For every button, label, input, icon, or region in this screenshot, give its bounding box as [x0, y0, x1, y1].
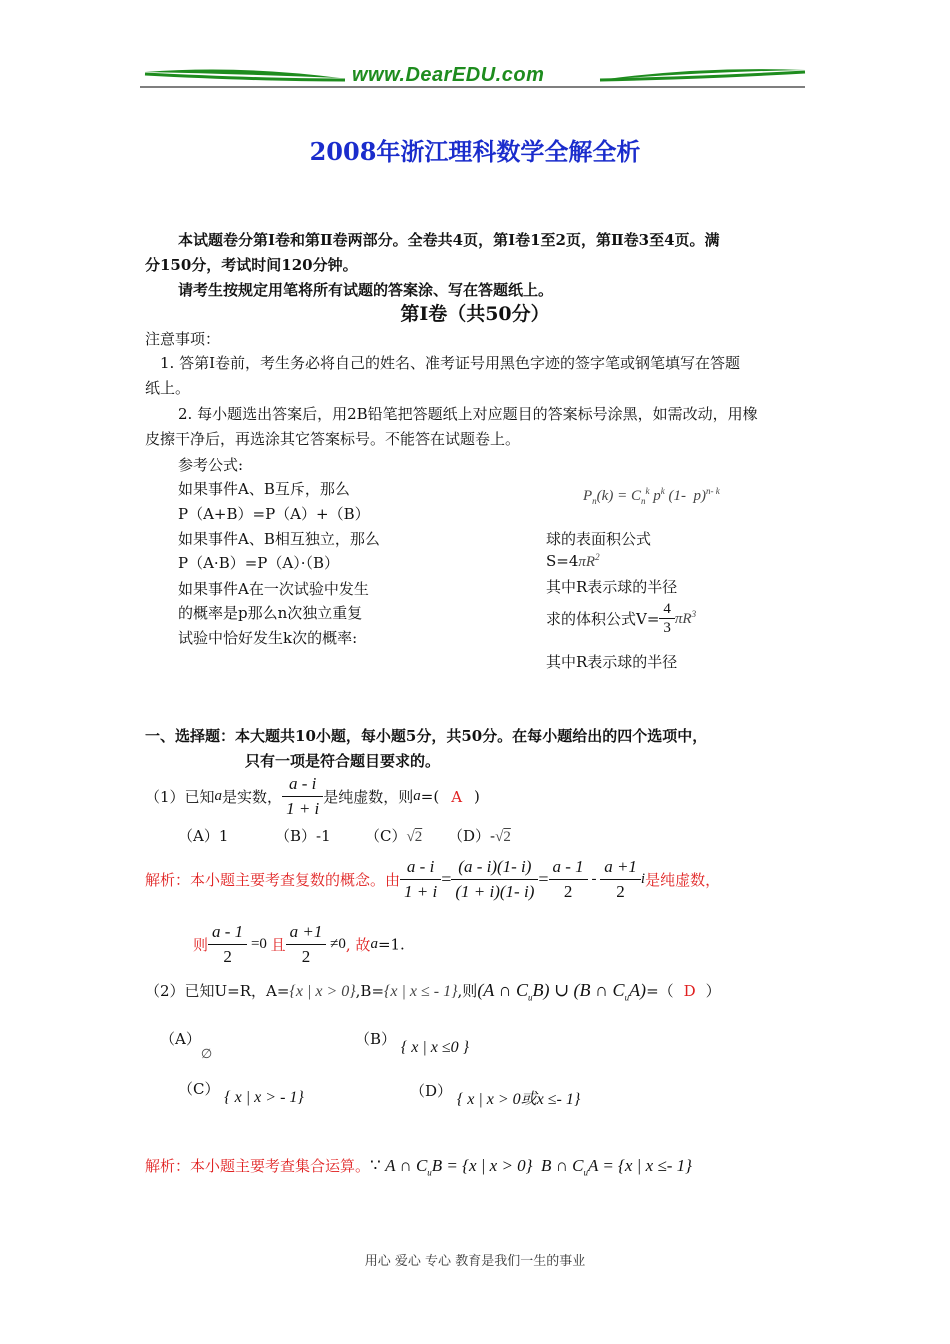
q1-option-c: （C）√2	[365, 827, 423, 845]
notice-1a: 1. 答第Ⅰ卷前，考生务必将自己的姓名、准考证号用黑色字迹的签字笔或钢笔填写在答题	[160, 354, 741, 372]
q1-result: =1.	[377, 935, 405, 954]
q1-conclusion-frac-2: $\frac{a +1}{2}$	[286, 920, 327, 969]
q1-eq: =(	[420, 787, 440, 806]
q1-prefix: （1）已知	[145, 788, 215, 806]
q2-option-b: （B） { x | x ≤0 }	[355, 1030, 469, 1056]
q1-option-b: （B）-1	[275, 827, 331, 845]
q2-analysis: 解析：本小题主要考查集合运算。∵ A ∩ $C_uB = \{x$ | x > 0} B ∩ $C_uA = \{x$ | x ≤- 1}	[145, 1156, 692, 1178]
sphere-volume-expr: $\pi R^3$	[674, 609, 697, 627]
q2-eq: =（	[646, 982, 674, 1000]
sphere-volume	[546, 600, 696, 637]
site-logo-text: www.DearEDU.com	[352, 64, 545, 86]
formula-left-3: P（A·B）=P（A）·（B）	[178, 554, 340, 572]
q1-analysis-frac-2: $\frac{(a - i)(1- i)}{(1 + i)(1- i)}$	[451, 855, 538, 904]
q1-analysis-frac-3: $\frac{a - 1}{2}$	[549, 855, 588, 904]
q2-option-b-label: （B）	[355, 1030, 397, 1048]
formula-left-5: 的概率是p那么n次独立重复	[178, 604, 363, 622]
intro-line-3: 请考生按规定用笔将所有试题的答案涂、写在答题纸上。	[178, 281, 554, 299]
q1-option-d-label: （D）-	[448, 827, 496, 845]
question-2: （2）已知U=R，A={x | x > 0},B={x | x ≤ - 1},则(A ∩ $C_uB$) ∪ (B ∩ $C_uA)=$（ D ）	[145, 980, 721, 1003]
page-title: 2008年浙江理科数学全解全析	[309, 137, 641, 166]
sphere-area-prefix: S=4	[546, 552, 579, 570]
notice-1b: 纸上。	[145, 379, 191, 397]
section-heading: 第Ⅰ卷（共50分）	[400, 303, 550, 325]
formula-left-4: 如果事件A在一次试验中发生	[178, 580, 369, 598]
q1-mid: 是实数，	[222, 788, 283, 806]
q2-option-d-label: （D）	[410, 1082, 453, 1100]
q1-analysis-label: 解析：本小题主要考查复数的概念。由	[145, 871, 401, 889]
notice-2a: 2. 每小题选出答案后，用2B铅笔把答题纸上对应题目的答案标号涂黑，如需改动，用橡	[178, 405, 758, 423]
page-footer: 用心 爱心 专心 教育是我们一生的事业	[364, 1254, 586, 1269]
binomial-formula: $P_n(k) = C_n^k$ $p^k$ (1- p)$^{n- k}$	[583, 486, 720, 506]
q1-conclusion: 则 $\frac{a - 1}{2}$ =0 且 $\frac{a +1}{2}$ ≠0, 故a=1.	[193, 920, 405, 969]
q2-option-a	[160, 1028, 213, 1062]
intro-line-2: 分150分，考试时间120分钟。	[145, 256, 358, 274]
formula-label: 参考公式:	[178, 456, 244, 474]
q2-option-a-label: （A）	[160, 1030, 201, 1048]
q1-analysis-frac-4: $\frac{a +1}{2}$	[600, 855, 641, 904]
q1-so: , 故	[345, 936, 371, 954]
q1-analysis: 解析：本小题主要考查复数的概念。由 $\frac{a - i}{1 + i}$ = $\frac{(a - i)(1- i)}{(1 + i)(1- i)}$ = $\frac{a - 1}{2}$ - $\frac{a +1}{2}$ i是纯虚数，	[145, 855, 720, 904]
intro-line-1: 本试题卷分第Ⅰ卷和第Ⅱ卷两部分。全卷共4页，第Ⅰ卷1至2页，第Ⅱ卷3至4页。满	[178, 231, 720, 249]
q1-fraction: $\frac{a - i}{1 + i}$	[282, 772, 323, 821]
q2-option-d: （D） { x | x > 0或x ≤- 1}	[410, 1082, 581, 1108]
notice-label: 注意事项：	[145, 330, 221, 348]
sphere-area-expr: $\pi R^2$	[578, 552, 600, 570]
radius-note-2: 其中R表示球的半径	[546, 653, 678, 671]
q1-option-d: （D）-√2	[448, 827, 511, 845]
notice-2b: 皮擦干净后，再选涂其它答案标号。不能答在试题卷上。	[145, 430, 521, 448]
q1-and: 且	[270, 936, 286, 954]
q1-analysis-end: 是纯虚数，	[645, 871, 721, 889]
question-1: （1）已知a是实数， $\frac{a - i}{1 + i}$ 是纯虚数，则a=( A )	[145, 772, 480, 821]
q2-option-c-label: （C）	[178, 1080, 220, 1098]
q2-prefix: （2）已知U=R，A=	[145, 982, 290, 1000]
q2-b: ,B=	[355, 982, 385, 1000]
q1-close: )	[474, 787, 480, 806]
q2-analysis-label: 解析：本小题主要考查集合运算。	[145, 1157, 371, 1175]
q2-answer: D	[683, 982, 696, 1000]
empty-set-symbol: ∅	[200, 1047, 213, 1062]
q1-conclusion-frac-1: $\frac{a - 1}{2}$	[208, 920, 247, 969]
radius-note-1: 其中R表示球的半径	[546, 578, 678, 596]
formula-left-6: 试验中恰好发生k次的概率:	[178, 629, 358, 647]
part1-heading-2: 只有一项是符合题目要求的。	[245, 752, 441, 770]
volume-fraction: $\frac{4}{3}$	[659, 600, 675, 637]
sphere-volume-label: 求的体积公式V=	[546, 610, 660, 628]
formula-left-1: P（A+B）=P（A）+（B）	[178, 505, 370, 523]
q1-option-a: （A）1	[178, 827, 229, 845]
q1-analysis-frac-1: $\frac{a - i}{1 + i}$	[400, 855, 441, 904]
sphere-area	[546, 552, 600, 571]
q2-close: ）	[705, 982, 721, 1000]
q1-then: 则	[193, 936, 209, 954]
q1-after: 是纯虚数，则	[323, 788, 414, 806]
formula-left-0: 如果事件A、B互斥，那么	[178, 480, 350, 498]
q1-answer: A	[451, 787, 463, 806]
q2-option-c: （C） { x | x > - 1}	[178, 1080, 304, 1106]
part1-heading: 一、选择题：本大题共10小题，每小题5分，共50分。在每小题给出的四个选项中，	[145, 727, 708, 745]
sphere-area-label: 球的表面积公式	[546, 530, 652, 548]
q1-option-c-label: （C）	[365, 827, 407, 845]
q2-then: ,则	[457, 982, 478, 1000]
formula-left-2: 如果事件A、B相互独立，那么	[178, 530, 380, 548]
